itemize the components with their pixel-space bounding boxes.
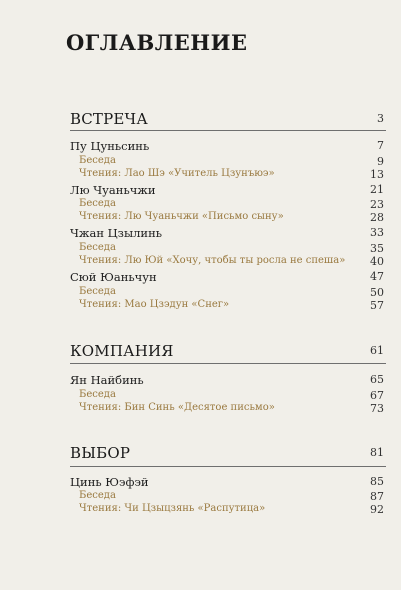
author-name: Сюй Юаньчун: [70, 270, 157, 284]
entry-label: Чтения: Лю Юй «Хочу, чтобы ты росла не спеша»: [79, 255, 346, 266]
page-title: ОГЛАВЛЕНИЕ: [66, 30, 248, 55]
toc-author: [0, 373, 401, 387]
toc-author: [0, 226, 401, 240]
toc-author: [0, 475, 401, 489]
page-number: 35: [370, 242, 384, 255]
page-number: 21: [370, 183, 384, 196]
section-heading: КОМПАНИЯ: [70, 342, 174, 360]
page-number: 40: [370, 255, 384, 268]
toc-section-vstrecha: [0, 110, 401, 128]
page-number: 50: [370, 286, 384, 299]
section-divider: [70, 130, 386, 131]
page-number: 3: [377, 112, 384, 125]
page-number: 23: [370, 198, 384, 211]
page-number: 92: [370, 503, 384, 516]
section-divider: [70, 363, 386, 364]
page-number: 73: [370, 402, 384, 415]
entry-label: Чтения: Лю Чуаньчжи «Письмо сыну»: [79, 211, 284, 222]
author-name: Цинь Юэфэй: [70, 475, 149, 489]
toc-entry: [0, 503, 401, 517]
page-number: 61: [370, 344, 384, 357]
page-number: 33: [370, 226, 384, 239]
section-heading: ВЫБОР: [70, 444, 131, 462]
entry-label: Чтения: Мао Цзэдун «Снег»: [79, 299, 230, 310]
entry-label: Беседа: [79, 242, 116, 253]
page-number: 28: [370, 211, 384, 224]
entry-label: Чтения: Бин Синь «Десятое письмо»: [79, 402, 275, 413]
page-number: 47: [370, 270, 384, 283]
toc-author: [0, 183, 401, 197]
entry-label: Беседа: [79, 389, 116, 400]
toc-entry: [0, 286, 401, 300]
entry-label: Чтения: Лао Шэ «Учитель Цзунъюэ»: [79, 168, 275, 179]
toc-author: [0, 139, 401, 153]
toc-entry: [0, 255, 401, 269]
author-name: Ян Найбинь: [70, 373, 144, 387]
page-number: 87: [370, 490, 384, 503]
page-number: 65: [370, 373, 384, 386]
toc-section-kompaniya: [0, 342, 401, 360]
toc-entry: [0, 490, 401, 504]
toc-entry: [0, 211, 401, 225]
entry-label: Беседа: [79, 490, 116, 501]
toc-entry: [0, 198, 401, 212]
toc-author: [0, 270, 401, 284]
entry-label: Беседа: [79, 286, 116, 297]
page-number: 57: [370, 299, 384, 312]
toc-entry: [0, 242, 401, 256]
toc-entry: [0, 299, 401, 313]
toc-entry: [0, 155, 401, 169]
section-divider: [70, 466, 386, 467]
toc-section-vybor: [0, 444, 401, 462]
entry-label: Беседа: [79, 155, 116, 166]
entry-label: Беседа: [79, 198, 116, 209]
entry-label: Чтения: Чи Цзыцзянь «Распутица»: [79, 503, 266, 514]
toc-entry: [0, 389, 401, 403]
page-number: 13: [370, 168, 384, 181]
page-number: 7: [377, 139, 384, 152]
author-name: Чжан Цзылинь: [70, 226, 162, 240]
page-number: 67: [370, 389, 384, 402]
section-heading: ВСТРЕЧА: [70, 110, 148, 128]
page-number: 85: [370, 475, 384, 488]
page-number: 81: [370, 446, 384, 459]
author-name: Лю Чуаньчжи: [70, 183, 156, 197]
author-name: Пу Цуньсинь: [70, 139, 150, 153]
toc-entry: [0, 168, 401, 182]
toc-entry: [0, 402, 401, 416]
page-number: 9: [377, 155, 384, 168]
